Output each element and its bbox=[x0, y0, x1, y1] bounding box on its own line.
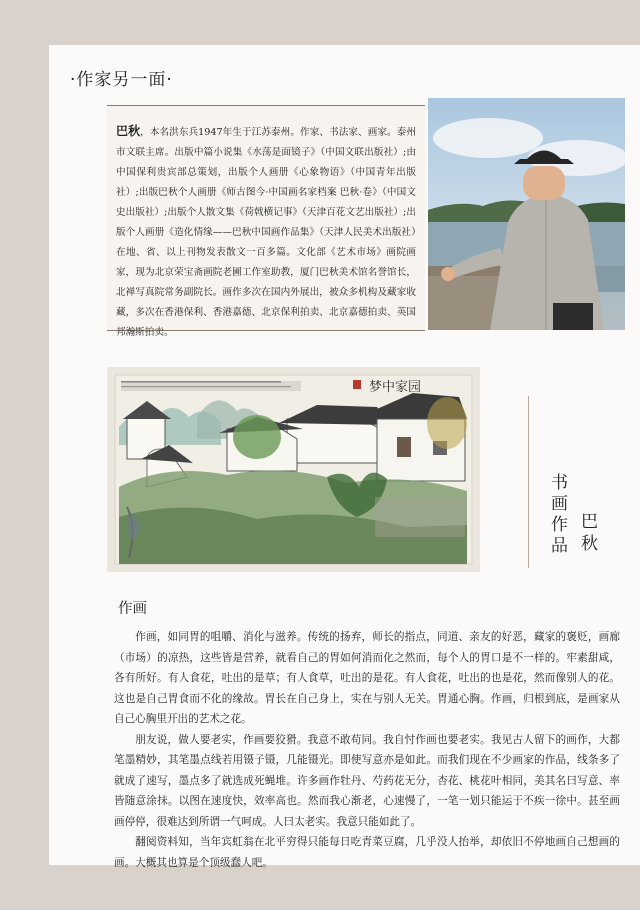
caption-label: 书画作品 bbox=[547, 473, 567, 557]
caption-artist: 巴秋 bbox=[577, 512, 597, 556]
landscape-painting bbox=[107, 367, 480, 572]
author-name: 巴秋 bbox=[116, 124, 141, 138]
author-photo-illustration bbox=[428, 98, 625, 330]
bio-box bbox=[107, 105, 425, 338]
bio-text bbox=[116, 121, 416, 343]
essay-body bbox=[114, 627, 620, 873]
author-photo bbox=[428, 98, 625, 330]
essay-paragraph: 作画，如同胃的咀嚼、消化与滋养。传统的扬弃，师长的指点，同道、亲友的好恶，藏家的褒贬，画廊（市场）的凉热，这些皆是营养，就看自己的胃如何消而化之然而，每个人的胃口是不一样的。牢素甜咸，各有所好。有人食花，吐出的是草；有人食草，吐出的是花。有人食花，吐出的也是花，然而像别人的花。这也是自己胃食而不化的缘故。胃长在自己身上，实在与别人无关。胃通心胸。作画，归根到底，是画家从自己心胸里开出的艺术之花。 bbox=[114, 631, 620, 725]
essay-paragraph: 翻阅资料知，当年宾虹翁在北平穷得只能每日吃青菜豆腐，几乎没人抬举，却依旧不停地画自己想画的画。大概其也算是个顶级蠢人吧。 bbox=[114, 836, 620, 869]
essay-paragraph: 朋友说，做人要老实，作画要狡猾。我意不敢苟同。我自忖作画也要老实。我见古人留下的画作，大都笔墨精妙，其笔墨点线若用镊子镊，几能镊光。即使写意亦是如此。而我们现在不少画家的作品，线条多了就成了速写，墨点多了就选成死蝇堆。许多画作牡丹、芍药花无分，杏花、桃花叶相同，美其名曰写意、率皆随意涂抹。以图在速度快，效率高也。然而我心渐老，心速慢了，一笔一划只能运于不疾一徐中。甚至画画停停，很难达到所谓一气呵成。人曰太老实。我意只能如此了。 bbox=[114, 733, 620, 828]
painting-inscription: 梦中家园 bbox=[369, 380, 422, 395]
painting-illustration bbox=[107, 367, 480, 572]
essay-title: 作画 bbox=[118, 601, 147, 617]
caption-divider bbox=[528, 396, 529, 568]
section-title: ·作家另一面· bbox=[70, 70, 173, 90]
bio-body: ，本名洪东兵1947年生于江苏泰州。作家、书法家、画家。泰州市文联主席。出版中篇小说集《水荡是面镜子》（中国文联出版社）;由中国保利贵宾部总策划，出版个人画册《心象物语》（中国青年出版社）;出版巴秋个人画册《师古图今·中国画名家档案 巴秋·卷》（中国文史出版社）;出版个人散文集《荷戟横记事》（天津百花文艺出版社）;出版个人画册《造化情缘——巴秋中国画作品集》（天津人民美术出版社）在地、省、以上刊物发表散文一百多篇。文化部《艺术市场》画院画家，现为北京荣宝斋画院老圃工作室助教，厦门巴秋美术馆名誉馆长，北禅写真院常务副院长。画作多次在国内外展出，被众多机构及藏家收藏，多次在香港保利、香港嘉德、北京保利拍卖、北京嘉德拍卖、英国邦瀚斯拍卖。 bbox=[116, 127, 416, 338]
